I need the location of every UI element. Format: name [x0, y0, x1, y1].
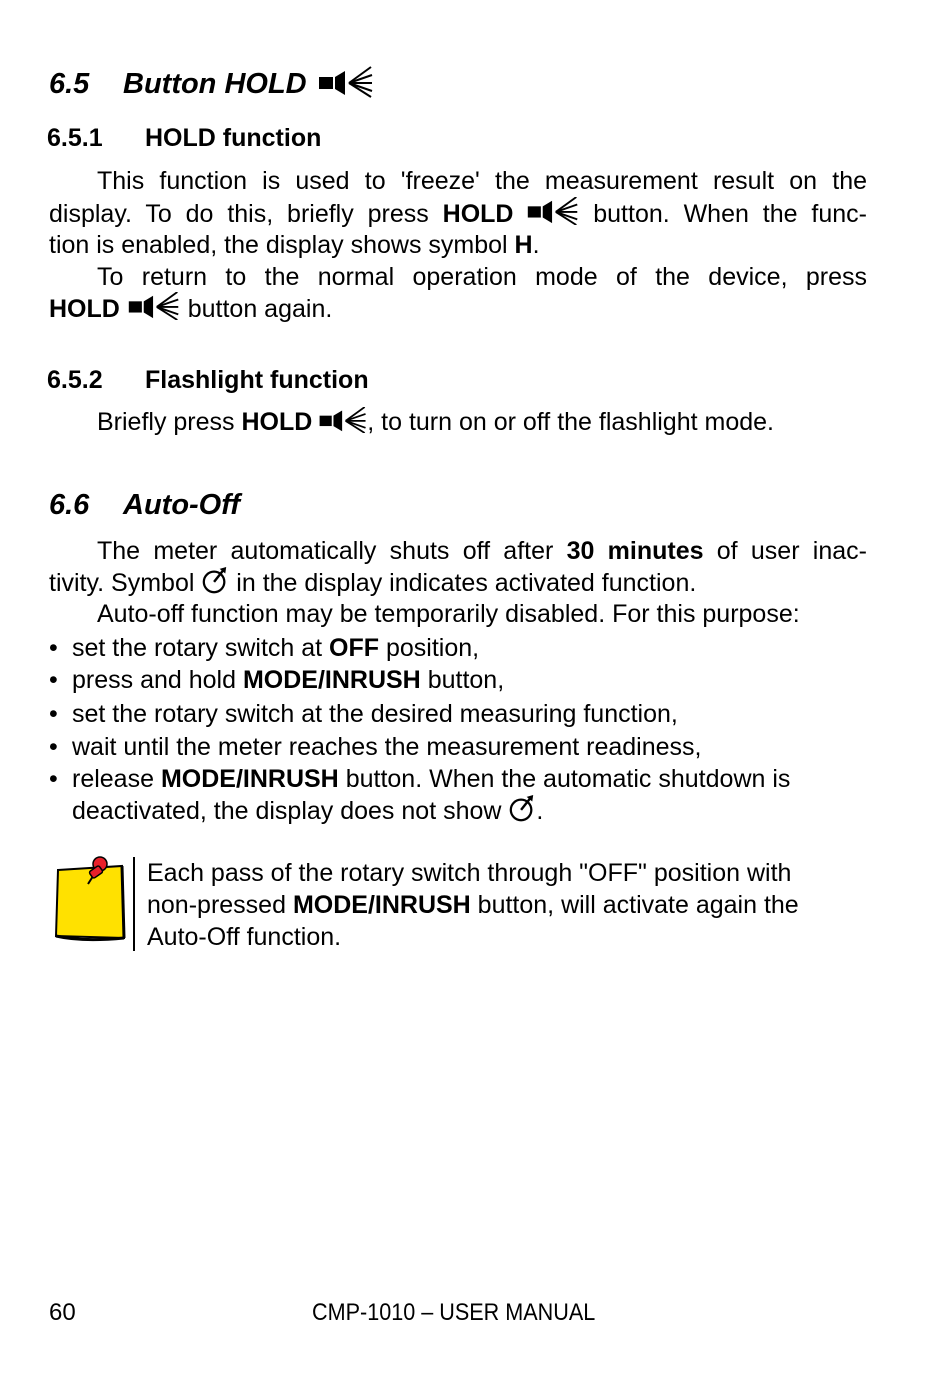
text-run: . — [532, 231, 540, 259]
paragraph-line: This function is used to 'freeze' the measurement result on the — [97, 167, 867, 195]
section-6-5-2-heading — [47, 366, 369, 395]
section-6-5-2-number: 6.5.2 — [47, 366, 103, 394]
off-label: OFF — [329, 634, 380, 662]
paragraph-line — [49, 535, 867, 567]
list-item: wait until the meter reaches the measurement readiness, — [72, 733, 702, 761]
note-divider — [133, 857, 135, 951]
auto-off-timer-icon — [201, 567, 229, 595]
text-run: button. When the automatic shutdown is — [338, 765, 791, 793]
paragraph-line — [97, 406, 774, 438]
text-run: in the display indicates activated function. — [229, 569, 697, 597]
text-run: . — [536, 797, 544, 825]
section-6-6-number: 6.6 — [49, 489, 90, 521]
section-6-5-title: Button HOLD — [123, 68, 307, 100]
auto-off-timer-icon — [508, 795, 536, 823]
list-item — [72, 763, 790, 795]
paragraph-line: To return to the normal operation mode of the device, press — [97, 263, 867, 291]
bullet-marker: • — [49, 634, 58, 662]
bullet-marker: • — [49, 700, 58, 728]
page-number: 60 — [49, 1299, 76, 1326]
list-item — [72, 632, 479, 664]
mode-inrush-label: MODE/INRUSH — [160, 765, 339, 793]
text-run: deactivated, the display does not show — [72, 797, 509, 825]
text-run: press and hold — [72, 666, 243, 694]
paragraph-line — [49, 292, 332, 325]
list-item-continuation — [72, 795, 543, 827]
list-item: set the rotary switch at the desired measuring function, — [72, 700, 678, 728]
section-6-5-number: 6.5 — [49, 68, 90, 100]
text-run: set the rotary switch at — [72, 634, 330, 662]
footer-title: CMP-1010 – USER MANUAL — [312, 1299, 596, 1326]
section-6-5-1-title: HOLD function — [145, 124, 322, 152]
text-run: tivity. Symbol — [49, 569, 202, 597]
paragraph-line — [49, 229, 540, 261]
list-item — [72, 664, 504, 696]
hold-label: HOLD — [442, 200, 514, 228]
section-6-6-title: Auto-Off — [123, 489, 241, 521]
note-line — [147, 889, 799, 921]
text-run: position, — [379, 634, 480, 662]
section-6-5-2-title: Flashlight function — [145, 366, 369, 394]
note-line: Each pass of the rotary switch through "OFF" position with — [147, 859, 792, 887]
flashlight-icon — [527, 197, 579, 225]
bullet-marker: • — [49, 765, 58, 793]
text-run: , to turn on or off the flashlight mode. — [367, 408, 774, 436]
mode-inrush-label: MODE/INRUSH — [242, 666, 421, 694]
bullet-marker: • — [49, 666, 58, 694]
text-run: button again. — [180, 295, 333, 323]
note-line: Auto-Off function. — [147, 923, 342, 951]
sticky-note-icon — [52, 852, 132, 944]
text-run: release — [72, 765, 161, 793]
text-run: display. To do this, briefly press — [49, 200, 443, 228]
paragraph-line — [49, 197, 867, 230]
flashlight-icon — [319, 66, 373, 98]
text-run: of user inac- — [703, 537, 867, 565]
text-run: button. When the func- — [579, 200, 867, 228]
text-run: button, — [420, 666, 505, 694]
section-6-5-heading — [49, 66, 373, 101]
section-6-5-1-heading — [47, 124, 321, 153]
flashlight-icon — [319, 407, 367, 433]
text-run: non-pressed — [147, 891, 293, 919]
symbol-h: H — [514, 231, 533, 259]
paragraph-line: Auto-off function may be temporarily disabled. For this purpose: — [97, 600, 800, 628]
text-run: The meter automatically shuts off after — [97, 537, 567, 565]
text-run: tion is enabled, the display shows symbol — [49, 231, 515, 259]
text-run: button, will activate again the — [470, 891, 799, 919]
section-6-5-1-number: 6.5.1 — [47, 124, 103, 152]
paragraph-line — [49, 567, 696, 599]
hold-label: HOLD — [49, 295, 120, 323]
section-6-6-heading — [49, 489, 240, 522]
text-run: Briefly press — [97, 408, 242, 436]
mode-inrush-label: MODE/INRUSH — [292, 891, 471, 919]
hold-label: HOLD — [241, 408, 313, 436]
bullet-marker: • — [49, 733, 58, 761]
thirty-minutes-label: 30 minutes — [566, 537, 704, 565]
flashlight-icon — [127, 292, 181, 320]
